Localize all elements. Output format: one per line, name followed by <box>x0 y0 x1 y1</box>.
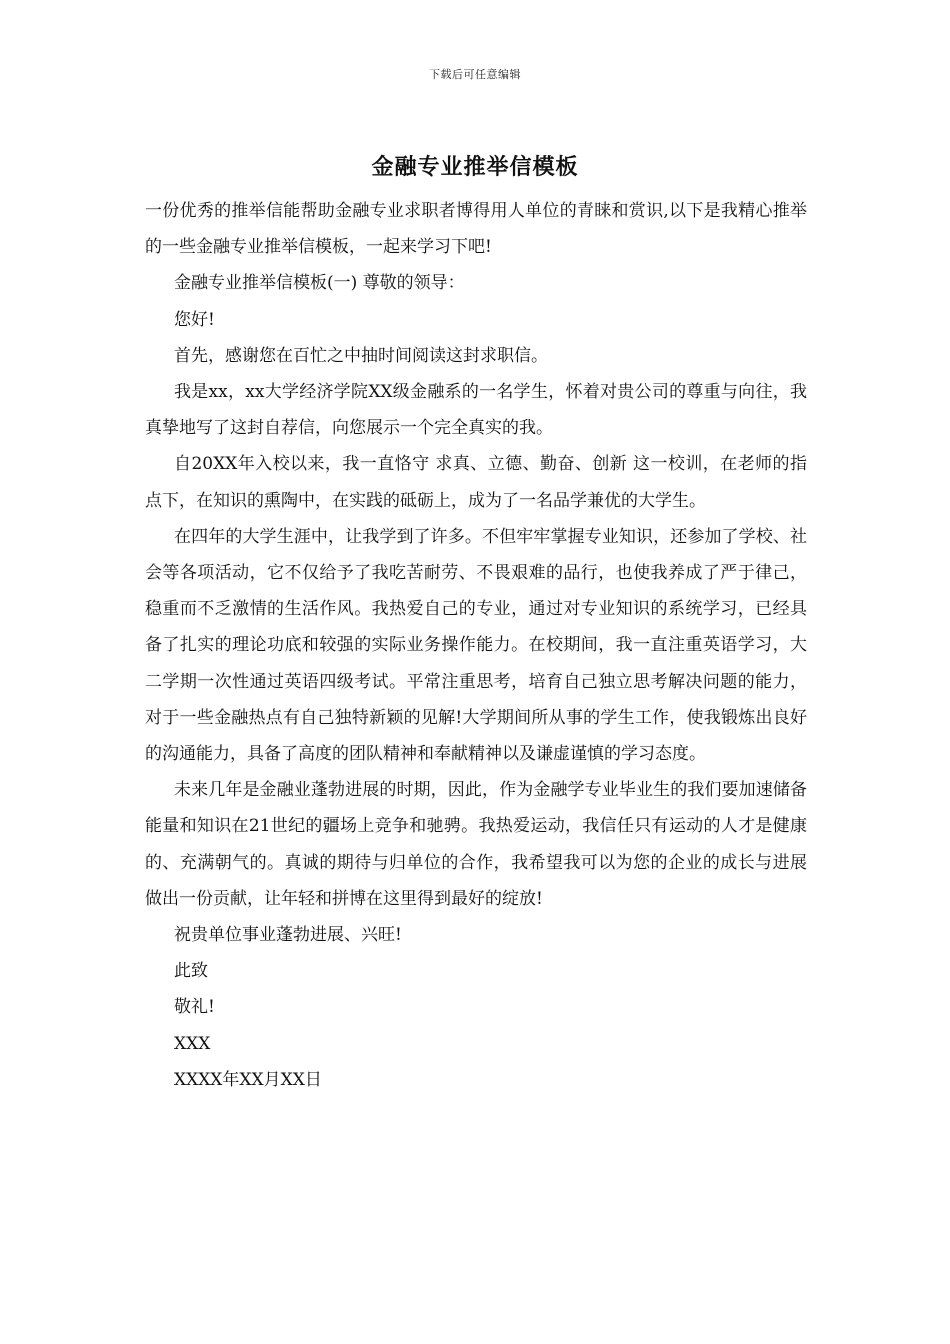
header-note: 下载后可任意编辑 <box>429 68 521 81</box>
school-motto-paragraph: 自20XX年入校以来，我一直恪守 求真、立德、勤奋、创新 这一校训，在老师的指点下，在知识的熏陶中，在实践的砥砺上，成为了一名品学兼优的大学生。 <box>145 454 807 511</box>
thanks-paragraph: 首先，感谢您在百忙之中抽时间阅读这封求职信。 <box>174 345 548 366</box>
self-intro-paragraph: 我是xx，xx大学经济学院XX级金融系的一名学生，怀着对贵公司的尊重与向往，我真挚地写了这封自荐信，向您展示一个完全真实的我。 <box>145 382 807 439</box>
signature-name: XXX <box>174 1033 211 1054</box>
future-plans-paragraph: 未来几年是金融业蓬勃进展的时期，因此，作为金融学专业毕业生的我们要加速储备能量和知识在21世纪的疆场上竞争和驰骋。我热爱运动，我信任只有运动的人才是健康的、充满朝气的。真诚的期待与归单位的合作，我希望我可以为您的企业的成长与进展做出一份贡献，让年轻和拼博在这里得到最好的绽放! <box>145 780 807 909</box>
greeting-paragraph: 您好! <box>174 309 215 330</box>
intro-paragraph: 一份优秀的推举信能帮助金融专业求职者博得用人单位的青睐和赏识,以下是我精心推举的一些金融专业推举信模板，一起来学习下吧! <box>145 201 807 258</box>
signature-date: XXXX年XX月XX日 <box>174 1069 322 1090</box>
closing-wish-paragraph: 祝贵单位事业蓬勃进展、兴旺! <box>174 925 402 946</box>
university-life-paragraph: 在四年的大学生涯中，让我学到了许多。不但牢牢掌握专业知识，还参加了学校、社会等各项活动，它不仅给予了我吃苦耐劳、不畏艰难的品行，也使我养成了严于律己，稳重而不乏激情的生活作风。我热爱自己的专业，通过对专业知识的系统学习，已经具备了扎实的理论功底和较强的实际业务操作能力。在校期间，我一直注重英语学习，大二学期一次性通过英语四级考试。平常注重思考，培育自己独立思考解决问题的能力，对于一些金融热点有自己独特新颖的见解!大学期间所从事的学生工作，使我锻炼出良好的沟通能力，具备了高度的团队精神和奉献精神以及谦虚谨慎的学习态度。 <box>145 526 807 765</box>
salutation-paragraph: 金融专业推举信模板(一) 尊敬的领导： <box>174 273 465 294</box>
document-title: 金融专业推举信模板 <box>371 154 579 180</box>
closing-cizhi: 此致 <box>174 961 208 982</box>
closing-jingli: 敬礼! <box>174 997 215 1018</box>
document-body <box>145 193 807 1098</box>
